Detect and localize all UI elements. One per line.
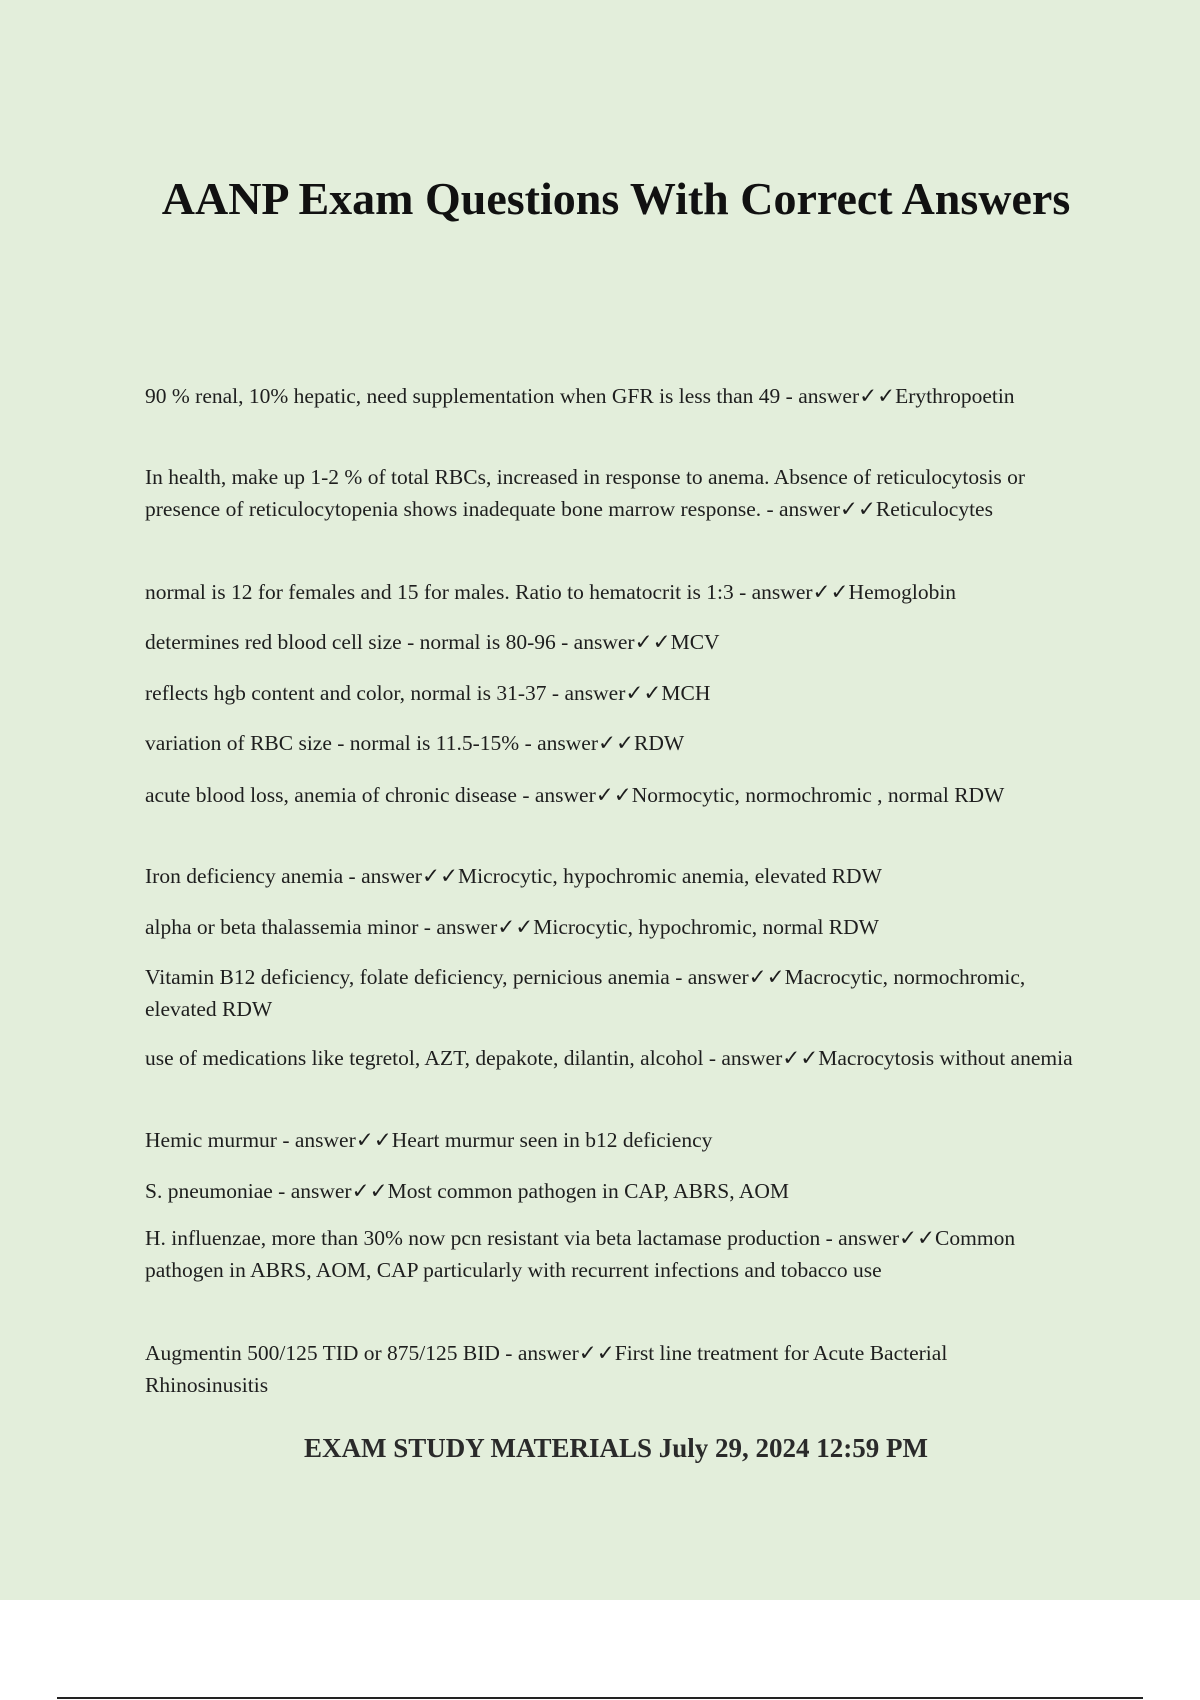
qa-entry: S. pneumoniae - answer✓✓Most common pathogen in CAP, ABRS, AOM [145,1179,789,1203]
qa-entry: 90 % renal, 10% hepatic, need supplementation when GFR is less than 49 - answer✓✓Erythropoetin [145,384,1015,408]
document-footer: EXAM STUDY MATERIALS July 29, 2024 12:59 PM [303,1433,929,1463]
qa-entry: determines red blood cell size - normal is 80-96 - answer✓✓MCV [145,630,720,654]
qa-entry: acute blood loss, anemia of chronic disease - answer✓✓Normocytic, normochromic , normal RDW [145,783,1005,807]
qa-entry: In health, make up 1-2 % of total RBCs, increased in response to anema. Absence of reticulocytosis or presence of reticulocytopenia shows inadequate bone marrow response. - answer✓✓Reticulocytes [145,465,1026,521]
qa-entry: use of medications like tegretol, AZT, depakote, dilantin, alcohol - answer✓✓Macrocytosis without anemia [145,1046,1073,1070]
qa-entry: alpha or beta thalassemia minor - answer✓✓Microcytic, hypochromic, normal RDW [145,915,879,939]
qa-entry: variation of RBC size - normal is 11.5-15% - answer✓✓RDW [145,731,685,755]
qa-entry: normal is 12 for females and 15 for males. Ratio to hematocrit is 1:3 - answer✓✓Hemoglobin [145,580,957,604]
qa-entry: Hemic murmur - answer✓✓Heart murmur seen in b12 deficiency [145,1128,713,1152]
qa-entry: reflects hgb content and color, normal is 31-37 - answer✓✓MCH [145,681,711,705]
qa-entry: H. influenzae, more than 30% now pcn resistant via beta lactamase production - answer✓✓Common pathogen in ABRS, AOM, CAP particularly with recurrent infections and tobacco use [145,1226,1016,1282]
page-divider [57,1697,1143,1699]
qa-entry: Augmentin 500/125 TID or 875/125 BID - answer✓✓First line treatment for Acute Bacterial Rhinosinusitis [145,1341,948,1397]
qa-entry: Iron deficiency anemia - answer✓✓Microcytic, hypochromic anemia, elevated RDW [145,864,882,888]
document-title: AANP Exam Questions With Correct Answers [161,173,1071,224]
qa-entry: Vitamin B12 deficiency, folate deficiency, pernicious anemia - answer✓✓Macrocytic, normochromic, elevated RDW [145,965,1026,1021]
